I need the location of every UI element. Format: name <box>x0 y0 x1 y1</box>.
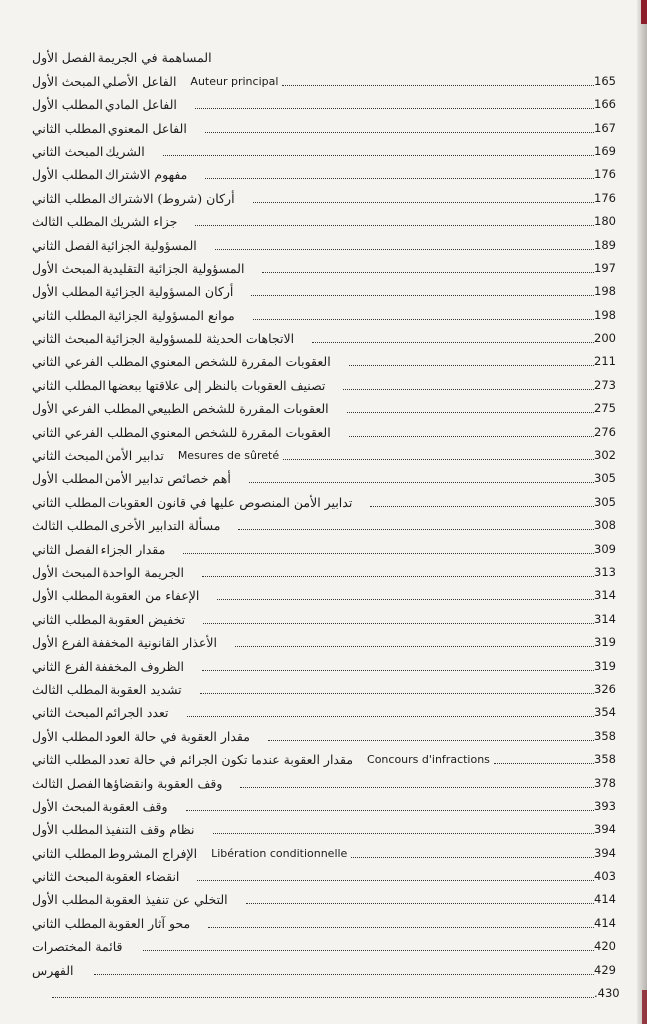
toc-entry <box>28 720 628 743</box>
toc-entry-page-number: 211 <box>594 354 628 369</box>
toc-entry-title: مفهوم الاشتراك <box>103 167 197 182</box>
dot-leader <box>343 388 594 390</box>
toc-entry-label: المطلب الفرعي الثاني <box>28 425 148 440</box>
dot-leader <box>246 902 594 904</box>
toc-entry-title: العقوبات المقررة للشخص الطبيعي <box>145 401 338 416</box>
toc-entry-label: الفصل الثاني <box>28 542 99 557</box>
toc-entry-page-number: 276 <box>594 425 628 440</box>
dot-leader <box>268 739 594 741</box>
toc-entry-label: الفصل الثاني <box>28 238 99 253</box>
toc-entry-label: المبحث الأول <box>28 565 100 580</box>
toc-entry-page-number: 198 <box>594 308 628 323</box>
toc-entry-label: المطلب الأول <box>28 822 103 837</box>
toc-entry <box>28 580 628 603</box>
dot-leader <box>202 669 594 671</box>
toc-entry <box>28 627 628 650</box>
toc-entry-title: المساهمة في الجريمة <box>96 50 222 65</box>
dot-leader <box>235 645 594 647</box>
toc-entry-page-number: 180 <box>594 214 628 229</box>
toc-entry-page-number: 197 <box>594 261 628 276</box>
toc-entry-title: الإعفاء من العقوبة <box>103 588 210 603</box>
toc-entry-label: الفهرس <box>28 963 74 978</box>
toc-entry <box>28 533 628 556</box>
toc-entry-title: العقوبات المقررة للشخص المعنوي <box>148 354 340 369</box>
toc-entry <box>28 276 628 299</box>
toc-entry-title: تعدد الجرائم <box>103 705 178 720</box>
toc-entry-title: تشديد العقوبة <box>108 682 191 697</box>
toc-entry-title: تدابير الأمن المنصوص عليها في قانون العقوبات <box>106 495 362 510</box>
toc-entry-page-number: 394 <box>594 822 628 837</box>
toc-entry-page-number: 189 <box>594 238 628 253</box>
toc-entry-page-number: 166 <box>594 97 628 112</box>
dot-leader <box>240 786 594 788</box>
toc-entry-page-number: 308 <box>594 518 628 533</box>
dot-leader <box>230 61 594 62</box>
toc-entry-label: المطلب الأول <box>28 588 103 603</box>
toc-entry-label: الفرع الأول <box>28 635 90 650</box>
toc-entry-label: المطلب الثاني <box>28 612 106 627</box>
toc-entry <box>28 931 628 954</box>
dot-leader <box>215 248 594 250</box>
toc-entry-page-number: 358 <box>594 752 628 767</box>
toc-entry-page-number: 305 <box>594 471 628 486</box>
toc-entry-page-number: 198 <box>594 284 628 299</box>
toc-entry-label: المطلب الأول <box>28 471 103 486</box>
toc-entry-title: مسألة التدابير الأخرى <box>108 518 230 533</box>
toc-entry-title: نظام وقف التنفيذ <box>103 822 205 837</box>
toc-entry <box>28 650 628 673</box>
dot-leader <box>347 411 594 413</box>
toc-entry-french-term: Auteur principal <box>186 74 282 89</box>
toc-entry-label: المبحث الأول <box>28 74 100 89</box>
toc-entry <box>28 346 628 369</box>
toc-entry-label: المطلب الثاني <box>28 308 106 323</box>
toc-entry-label: المبحث الأول <box>28 799 100 814</box>
toc-entry-title: المسؤولية الجزائية <box>99 238 207 253</box>
toc-entry-label: المبحث الثاني <box>28 144 103 159</box>
dot-leader <box>283 458 594 460</box>
toc-entry-title: مقدار العقوبة عندما تكون الجرائم في حالة تعدد <box>106 752 363 767</box>
toc-entry-label: الفصل الثالث <box>28 776 101 791</box>
toc-entry <box>28 182 628 205</box>
toc-entry <box>28 416 628 439</box>
toc-entry <box>28 65 628 88</box>
toc-entry <box>28 907 628 930</box>
toc-entry-label: المطلب الثاني <box>28 191 106 206</box>
dot-leader <box>143 949 595 951</box>
toc-entry-title: الجريمة الواحدة <box>100 565 194 580</box>
toc-entry-page-number: 393 <box>594 799 628 814</box>
toc-entry <box>28 884 628 907</box>
toc-entry-title: انقضاء العقوبة <box>103 869 189 884</box>
toc-entry-label: المطلب الأول <box>28 892 103 907</box>
toc-entry-title: الإفراج المشروط <box>106 846 207 861</box>
toc-entry-label: المطلب الثاني <box>28 378 106 393</box>
toc-entry-title: مقدار الجزاء <box>99 542 176 557</box>
toc-entry <box>28 837 628 860</box>
toc-entry-page-number: 354 <box>594 705 628 720</box>
toc-entry-page-number: 314 <box>594 588 628 603</box>
dot-leader <box>238 528 594 530</box>
toc-entry-title: الظروف المخففة <box>93 659 194 674</box>
toc-entry-page-number: 169 <box>594 144 628 159</box>
toc-entry <box>28 744 628 767</box>
dot-leader <box>349 364 594 366</box>
toc-entry-label: المطلب الأول <box>28 97 103 112</box>
dot-leader <box>349 435 594 437</box>
toc-entry-page-number: 273 <box>594 378 628 393</box>
toc-entry-label: المطلب الثالث <box>28 214 108 229</box>
toc-entry-title: تخفيض العقوبة <box>106 612 195 627</box>
toc-entry-page-number: 414 <box>594 892 628 907</box>
toc-entry-page-number: 313 <box>594 565 628 580</box>
toc-entry-page-number: 165 <box>594 74 628 89</box>
toc-entry <box>28 603 628 626</box>
toc-entry-title: الأعذار القانونية المخففة <box>90 635 227 650</box>
toc-entry-label: الفصل الأول <box>28 50 96 65</box>
toc-entry <box>28 369 628 392</box>
toc-entry-label: المطلب الفرعي الثاني <box>28 354 148 369</box>
toc-entry <box>28 767 628 790</box>
toc-entry-label: المبحث الأول <box>28 261 100 276</box>
toc-entry-page-number: 176 <box>594 191 628 206</box>
toc-entry <box>28 323 628 346</box>
dot-leader <box>200 692 594 694</box>
toc-entry-page-number: .430 <box>594 986 628 1001</box>
dot-leader <box>195 224 594 226</box>
toc-entry-title: الفاعل المادي <box>103 97 187 112</box>
dot-leader <box>208 926 594 928</box>
toc-entry-page-number: 305 <box>594 495 628 510</box>
toc-entry-page-number: 429 <box>594 963 628 978</box>
toc-entry-label: المطلب الثاني <box>28 916 106 931</box>
dot-leader <box>251 294 594 296</box>
dot-leader <box>262 271 594 273</box>
toc-entry-page-number: 200 <box>594 331 628 346</box>
toc-entry-title: الشريك <box>103 144 154 159</box>
toc-entry <box>28 206 628 229</box>
toc-entry-label: الفرع الثاني <box>28 659 93 674</box>
toc-entry-page-number: 302 <box>594 448 628 463</box>
toc-entry-page-number: 319 <box>594 635 628 650</box>
dot-leader <box>195 107 594 109</box>
toc-entry-page-number: 319 <box>594 659 628 674</box>
toc-entry <box>28 229 628 252</box>
toc-entry <box>28 89 628 112</box>
toc-entry-label: المبحث الثاني <box>28 869 103 884</box>
toc-entry-title: وقف العقوبة <box>100 799 177 814</box>
dot-leader <box>205 177 594 179</box>
dot-leader <box>205 131 594 133</box>
toc-entry <box>28 510 628 533</box>
toc-entry <box>28 253 628 276</box>
toc-entry-label: المطلب الأول <box>28 284 103 299</box>
toc-entry-page-number: 403 <box>594 869 628 884</box>
dot-leader <box>94 973 594 975</box>
dot-leader <box>253 318 594 320</box>
toc-entry <box>28 697 628 720</box>
toc-entry <box>28 159 628 182</box>
toc-entry-label: المطلب الثاني <box>28 846 106 861</box>
toc-entry-title: موانع المسؤولية الجزائية <box>106 308 245 323</box>
toc-entry <box>28 674 628 697</box>
toc-entry <box>28 486 628 509</box>
toc-entry-label: المبحث الثاني <box>28 331 103 346</box>
toc-entry <box>28 136 628 159</box>
toc-entry-french-term: Mesures de sûreté <box>174 448 283 463</box>
toc-entry-label: المطلب الثاني <box>28 495 106 510</box>
dot-leader <box>203 622 594 624</box>
toc-entry-label: المبحث الثاني <box>28 705 103 720</box>
toc-entry <box>28 42 628 65</box>
toc-entry-title: التخلي عن تنفيذ العقوبة <box>103 892 238 907</box>
toc-entry-title: وقف العقوبة وانقضاؤها <box>101 776 233 791</box>
toc-entry <box>28 440 628 463</box>
dot-leader <box>217 598 594 600</box>
toc-entry-title: المسؤولية الجزائية التقليدية <box>100 261 254 276</box>
toc-entry-title: أركان (شروط) الاشتراك <box>106 191 245 206</box>
toc-entry-label: المطلب الثالث <box>28 682 108 697</box>
toc-entry <box>28 791 628 814</box>
dot-leader <box>186 809 594 811</box>
toc-entry-label: المطلب الأول <box>28 729 103 744</box>
toc-entry-title: تدابير الأمن <box>103 448 173 463</box>
dot-leader <box>249 481 594 483</box>
toc-entry-page-number: 394 <box>594 846 628 861</box>
toc-entry-french-term: Libération conditionnelle <box>207 846 351 861</box>
toc-entry-label: المبحث الثاني <box>28 448 103 463</box>
dot-leader <box>351 856 594 858</box>
toc-entry-page-number: 167 <box>594 121 628 136</box>
toc-entry-page-number: 420 <box>594 939 628 954</box>
toc-entry-title: أهم خصائص تدابير الأمن <box>103 471 241 486</box>
toc-entry-page-number: 378 <box>594 776 628 791</box>
toc-entry-page-number: 309 <box>594 542 628 557</box>
toc-entry-page-number: 275 <box>594 401 628 416</box>
ribbon-mark-bottom <box>642 990 647 1024</box>
toc-entry-title: تصنيف العقوبات بالنظر إلى علاقتها ببعضها <box>106 378 335 393</box>
dot-leader <box>202 575 594 577</box>
toc-entry <box>28 557 628 580</box>
toc-entry-page-number: 414 <box>594 916 628 931</box>
toc-entry-title: جزاء الشريك <box>108 214 187 229</box>
dot-leader <box>282 84 594 86</box>
dot-leader <box>370 505 594 507</box>
toc-entry-page-number: 314 <box>594 612 628 627</box>
toc-entry-title: مقدار العقوبة في حالة العود <box>103 729 260 744</box>
dot-leader <box>52 996 594 998</box>
toc-entry-label: المطلب الأول <box>28 167 103 182</box>
toc-entry <box>28 299 628 322</box>
toc-entry-label: المطلب الثالث <box>28 518 108 533</box>
dot-leader <box>312 341 594 343</box>
dot-leader <box>197 879 594 881</box>
toc-entry-label: قائمة المختصرات <box>28 939 123 954</box>
dot-leader <box>213 832 594 834</box>
toc-entry <box>28 861 628 884</box>
toc-entry <box>28 954 628 977</box>
toc-entry-title: الفاعل الأصلي <box>100 74 186 89</box>
ribbon-mark-top <box>641 0 647 24</box>
dot-leader <box>253 201 594 203</box>
toc-entry-title: محو آثار العقوبة <box>106 916 200 931</box>
page-edge <box>637 0 647 1024</box>
toc-entry-title: الاتجاهات الحديثة للمسؤولية الجزائية <box>103 331 304 346</box>
toc-entry-french-term: Concours d'infractions <box>363 752 494 767</box>
toc-entry-label: المطلب الفرعي الأول <box>28 401 145 416</box>
dot-leader <box>494 762 594 764</box>
dot-leader <box>183 552 594 554</box>
toc-entry-label: المطلب الثاني <box>28 121 106 136</box>
toc-entry <box>28 393 628 416</box>
dot-leader <box>163 154 594 156</box>
toc-entry <box>28 978 628 1001</box>
dot-leader <box>187 715 595 717</box>
toc-entry-page-number: 176 <box>594 167 628 182</box>
toc-entry <box>28 112 628 135</box>
toc-entry-label: المطلب الثاني <box>28 752 106 767</box>
toc-entry-page-number: 326 <box>594 682 628 697</box>
toc-entry-title: الفاعل المعنوي <box>106 121 197 136</box>
toc-entry-page-number: 358 <box>594 729 628 744</box>
toc-entry <box>28 814 628 837</box>
toc-entry <box>28 463 628 486</box>
toc-entry-title: العقوبات المقررة للشخص المعنوي <box>148 425 340 440</box>
toc-entry-title: أركان المسؤولية الجزائية <box>103 284 244 299</box>
table-of-contents <box>28 42 628 1001</box>
